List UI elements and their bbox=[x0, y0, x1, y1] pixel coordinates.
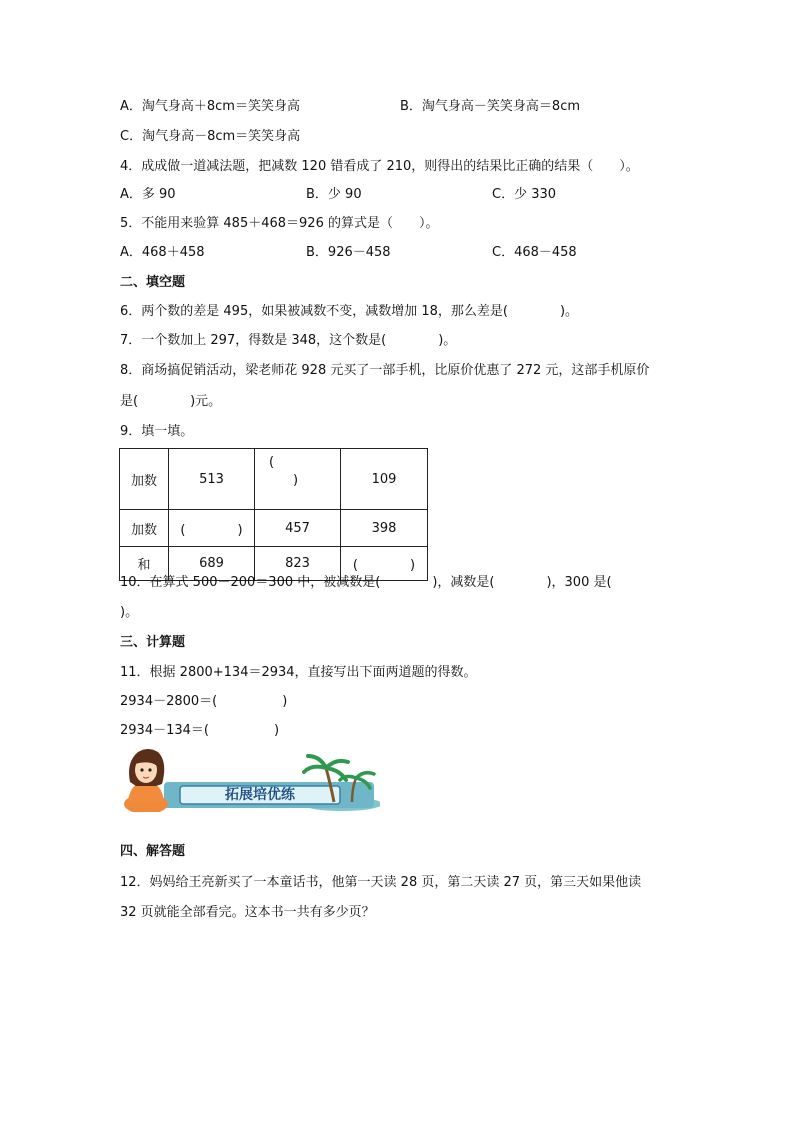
q3-option-c: C．淘气身高－8cm＝笑笑身高 bbox=[120, 129, 301, 144]
q10-line2: )。 bbox=[120, 605, 139, 620]
blank-cell[interactable] bbox=[255, 449, 341, 510]
q6-stem: 6．两个数的差是 495，如果被减数不变，减数增加 18，那么差是( )。 bbox=[120, 304, 579, 319]
q8-line1: 8．商场搞促销活动，梁老师花 928 元买了一部手机，比原价优惠了 272 元，这部手机原价 bbox=[120, 363, 650, 378]
q12-line2: 32 页就能全部看完。这本书一共有多少页？ bbox=[120, 905, 375, 920]
q3-option-b: B．淘气身高－笑笑身高＝8cm bbox=[400, 99, 581, 114]
q5-option-a: A．468＋458 bbox=[120, 245, 205, 260]
cell-value: 109 bbox=[341, 449, 428, 510]
row-label-addend-1: 加数 bbox=[120, 449, 169, 510]
q5-stem: 5．不能用来验算 485＋468＝926 的算式是（ ）。 bbox=[120, 216, 439, 231]
q11-stem: 11．根据 2800+134＝2934，直接写出下面两道题的得数。 bbox=[120, 665, 477, 680]
q3-option-a: A．淘气身高＋8cm＝笑笑身高 bbox=[120, 99, 300, 114]
q5-option-b: B．926－458 bbox=[306, 245, 391, 260]
cell-value: 823 bbox=[255, 547, 341, 581]
banner-title: 拓展培优练 bbox=[225, 787, 295, 803]
q8-line2: 是( )元。 bbox=[120, 394, 222, 409]
addition-table bbox=[119, 448, 428, 581]
blank-cell[interactable]: ( ) bbox=[169, 510, 255, 547]
row-label-sum: 和 bbox=[120, 547, 169, 581]
q12-line1: 12．妈妈给王亮新买了一本童话书，他第一天读 28 页，第二天读 27 页，第三天如果他读 bbox=[120, 875, 642, 890]
section-title-calculation: 三、计算题 bbox=[120, 635, 186, 650]
q9-stem: 9．填一填。 bbox=[120, 424, 194, 439]
row-label-addend-2: 加数 bbox=[120, 510, 169, 547]
extension-practice-banner bbox=[120, 742, 380, 812]
q4-option-a: A．多 90 bbox=[120, 187, 176, 202]
section-title-fill-blank: 二、填空题 bbox=[120, 275, 186, 290]
cell-value: 457 bbox=[255, 510, 341, 547]
blank-close-paren: ) bbox=[293, 473, 299, 488]
blank-cell[interactable]: ( ) bbox=[341, 547, 428, 581]
blank-open-paren: ( bbox=[269, 455, 275, 470]
q4-option-c: C．少 330 bbox=[492, 187, 557, 202]
q4-stem: 4．成成做一道减法题，把减数 120 错看成了 210，则得出的结果比正确的结果（ ）。 bbox=[120, 159, 639, 174]
q10-line1: 10．在算式 500－200＝300 中，被减数是( )，减数是( )，300 是( bbox=[120, 575, 612, 590]
q11-eq2: 2934－134＝( ) bbox=[120, 723, 280, 738]
q4-option-b: B．少 90 bbox=[306, 187, 362, 202]
section-title-word-problems: 四、解答题 bbox=[120, 844, 186, 859]
q5-option-c: C．468－458 bbox=[492, 245, 577, 260]
cell-value: 398 bbox=[341, 510, 428, 547]
q11-eq1: 2934－2800＝( ) bbox=[120, 694, 288, 709]
cell-value: 689 bbox=[169, 547, 255, 581]
cell-value: 513 bbox=[169, 449, 255, 510]
q7-stem: 7．一个数加上 297，得数是 348，这个数是( )。 bbox=[120, 333, 457, 348]
